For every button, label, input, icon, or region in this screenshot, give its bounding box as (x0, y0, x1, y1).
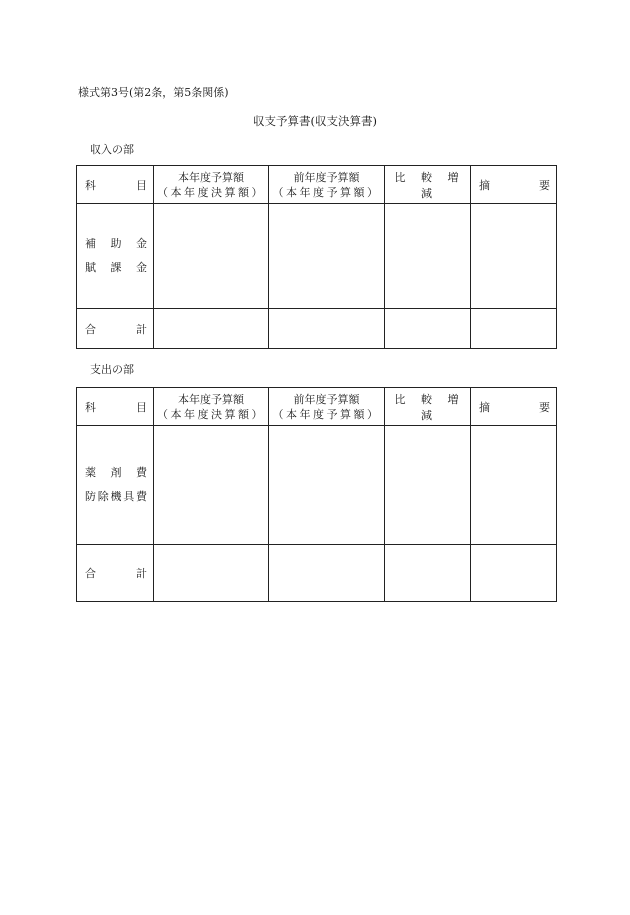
expense-item-list (77, 426, 154, 545)
previous-year-total-cell[interactable] (269, 545, 385, 602)
previous-year-header: 前年度予算額 （本年度予算額） (269, 166, 385, 204)
expense-table (76, 387, 557, 602)
subject-header: 科 目 (77, 388, 154, 426)
income-items-row (77, 204, 557, 309)
current-year-total-cell[interactable] (154, 545, 269, 602)
previous-year-cell[interactable] (269, 204, 385, 309)
income-table (76, 165, 557, 349)
remarks-total-cell[interactable] (471, 545, 557, 602)
expense-item: 防除機具費 (85, 490, 147, 503)
remarks-header: 摘 要 (471, 388, 557, 426)
remarks-total-cell[interactable] (471, 309, 557, 349)
remarks-cell[interactable] (471, 204, 557, 309)
previous-year-header: 前年度予算額 （本年度予算額） (269, 388, 385, 426)
subject-header: 科 目 (77, 166, 154, 204)
comparison-total-cell[interactable] (385, 545, 471, 602)
income-header-row (77, 166, 557, 204)
current-year-header: 本年度予算額 （本年度決算額） (154, 166, 269, 204)
comparison-header: 比 較 増 減 (385, 388, 471, 426)
expense-section-label: 支出の部 (90, 363, 134, 376)
document-title: 収支予算書(収支決算書) (253, 114, 377, 128)
expense-items-row (77, 426, 557, 545)
form-number: 様式第3号(第2条，第5条関係) (78, 86, 229, 99)
current-year-header: 本年度予算額 （本年度決算額） (154, 388, 269, 426)
income-item: 補 助 金 (85, 237, 147, 250)
previous-year-cell[interactable] (269, 426, 385, 545)
expense-header-row (77, 388, 557, 426)
income-total-row (77, 309, 557, 349)
total-label: 合 計 (77, 545, 154, 602)
comparison-header: 比 較 増 減 (385, 166, 471, 204)
expense-total-row (77, 545, 557, 602)
current-year-cell[interactable] (154, 204, 269, 309)
current-year-cell[interactable] (154, 426, 269, 545)
comparison-cell[interactable] (385, 426, 471, 545)
expense-item: 薬 剤 費 (85, 466, 147, 479)
previous-year-total-cell[interactable] (269, 309, 385, 349)
income-item-list (77, 204, 154, 309)
comparison-total-cell[interactable] (385, 309, 471, 349)
current-year-total-cell[interactable] (154, 309, 269, 349)
remarks-cell[interactable] (471, 426, 557, 545)
total-label: 合 計 (77, 309, 154, 349)
income-section-label: 収入の部 (90, 143, 134, 156)
comparison-cell[interactable] (385, 204, 471, 309)
income-item: 賦 課 金 (85, 261, 147, 274)
remarks-header: 摘 要 (471, 166, 557, 204)
